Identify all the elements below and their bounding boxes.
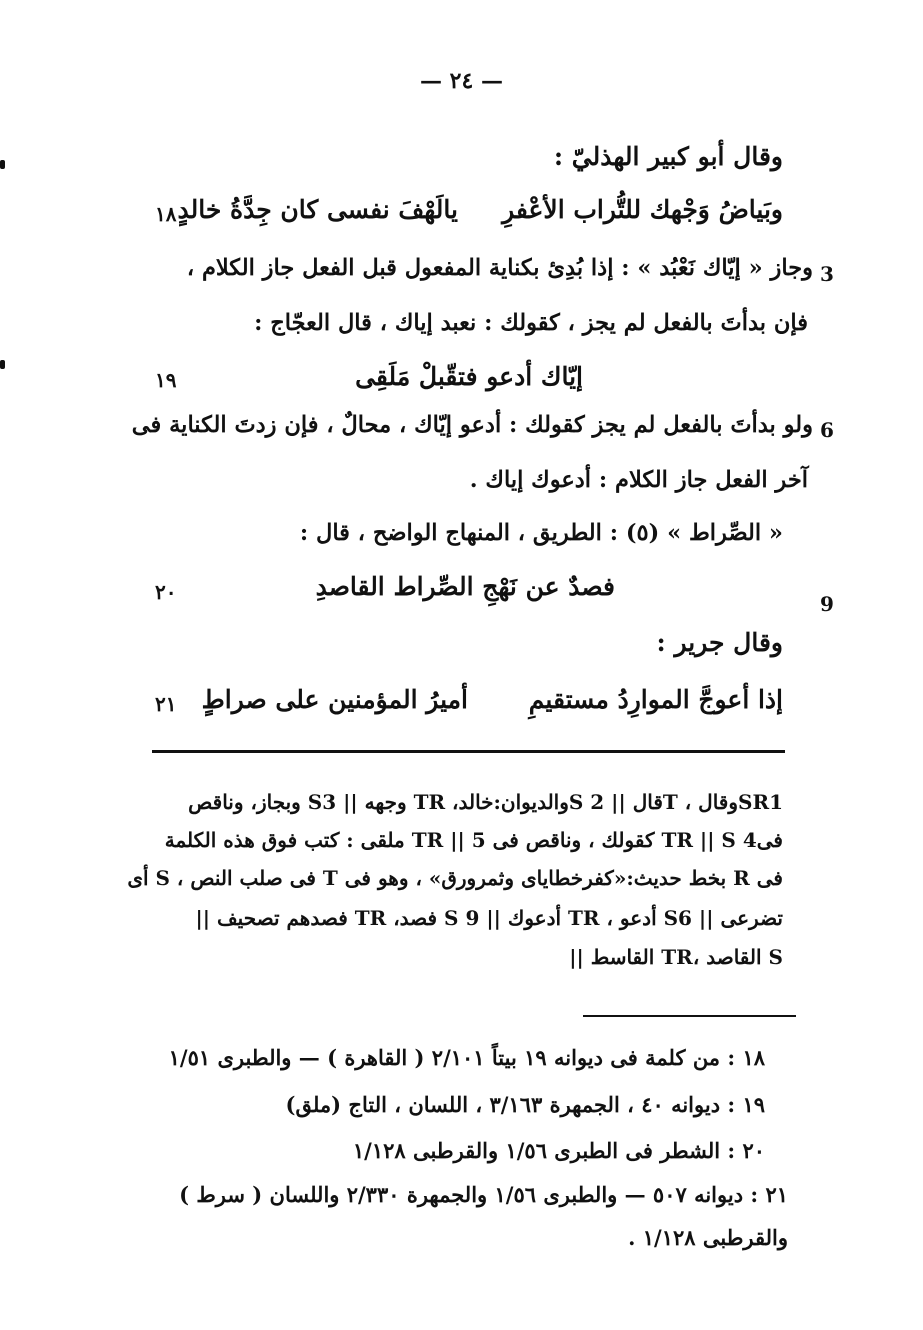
- verse-number-19: ١٩: [155, 368, 177, 392]
- line-number-9: 9: [820, 592, 834, 616]
- verse-21-first-hemistich: أميرُ المؤمنين على صراطٍ: [201, 685, 468, 714]
- body-line-3: وجاز « إيّاك نَعْبُد » : إذا بُدِئ بكناية المفعول قبل الفعل جاز الكلام ،: [186, 255, 813, 281]
- apparatus-line-4: تضرعى || S6 أدعو ، TR أدعوك || S 9 فصد، TR فصدهم تصحيف ||: [195, 906, 783, 930]
- line-number-3: 3: [820, 262, 834, 286]
- body-line-7: آخر الفعل جاز الكلام : أدعوك إياك .: [469, 467, 808, 493]
- apparatus-line-1: SR1وقال ، Tقال || S 2والديوان:خالد، TR وجهه || S3 وبجاز، وناقص: [188, 790, 783, 814]
- edge-mark: [0, 160, 5, 169]
- footnote-18: ١٨ : من كلمة فى ديوانه ١٩ بيتاً ٢/١٠١ ( القاهرة ) — والطبرى ١/٥١: [168, 1045, 765, 1070]
- verse-18-first-hemistich: يالَهْفَ نفسى كان جِدَّةُ خالدٍ: [177, 195, 458, 224]
- footnote-21: ٢١ : ديوانه ٥٠٧ — والطبرى ١/٥٦ والجمهرة ٢/٣٣٠ واللسان ( سرط ): [179, 1182, 788, 1207]
- verse-20-line: فصدٌ عن نَهْجِ الصِّراط القاصدِ: [315, 572, 615, 601]
- body-line-1: وقال أبو كبير الهذليّ :: [553, 142, 783, 171]
- page-number: — ٢٤ —: [420, 68, 503, 94]
- verse-21-second-hemistich: إذا أعوجَّ الموارِدُ مستقيمِ: [528, 685, 783, 714]
- line-number-6: 6: [820, 418, 834, 442]
- footnote-rule: [583, 1015, 796, 1017]
- body-line-8: « الصِّراط » (٥) : الطريق ، المنهاج الواضح ، قال :: [299, 520, 783, 546]
- edge-mark: [0, 360, 5, 369]
- body-line-4: فإن بدأتَ بالفعل لم يجز ، كقولك : نعبد إياك ، قال العجّاج :: [254, 310, 808, 336]
- apparatus-rule: [152, 750, 785, 753]
- apparatus-line-5: S القاصد ،TR القاسط ||: [569, 945, 783, 969]
- apparatus-line-3: فى R بخط حديث:«كفرخطاياى وثمرورق» ، وهو فى T فى صلب النص ، S أى: [127, 866, 783, 890]
- apparatus-line-2: فىTR || S 4 كقولك ، وناقص فى TR || 5 ملقى : كتب فوق هذه الكلمة: [164, 828, 783, 852]
- verse-19-line: إيّاك أدعو فتقّبلْ مَلَقِى: [355, 362, 583, 391]
- footnote-19: ١٩ : ديوانه ٤٠ ، الجمهرة ٣/١٦٣ ، اللسان ، التاج (ملق): [285, 1092, 765, 1117]
- footnote-20: ٢٠ : الشطر فى الطبرى ١/٥٦ والقرطبى ١/١٢٨: [352, 1138, 765, 1163]
- verse-number-18: ١٨: [155, 202, 177, 226]
- verse-number-20: ٢٠: [155, 580, 177, 604]
- footnote-21-continued: والقرطبى ١/١٢٨ .: [628, 1225, 788, 1250]
- verse-number-21: ٢١: [155, 692, 177, 716]
- body-line-6: ولو بدأتَ بالفعل لم يجز كقولك : أدعو إيّاك ، محالٌ ، فإن زدتَ الكناية فى: [131, 412, 813, 438]
- body-line-10: وقال جرير :: [656, 628, 783, 657]
- verse-18-second-hemistich: وبَياضُ وَجْهك للتُّراب الأعْفرِ: [502, 195, 783, 224]
